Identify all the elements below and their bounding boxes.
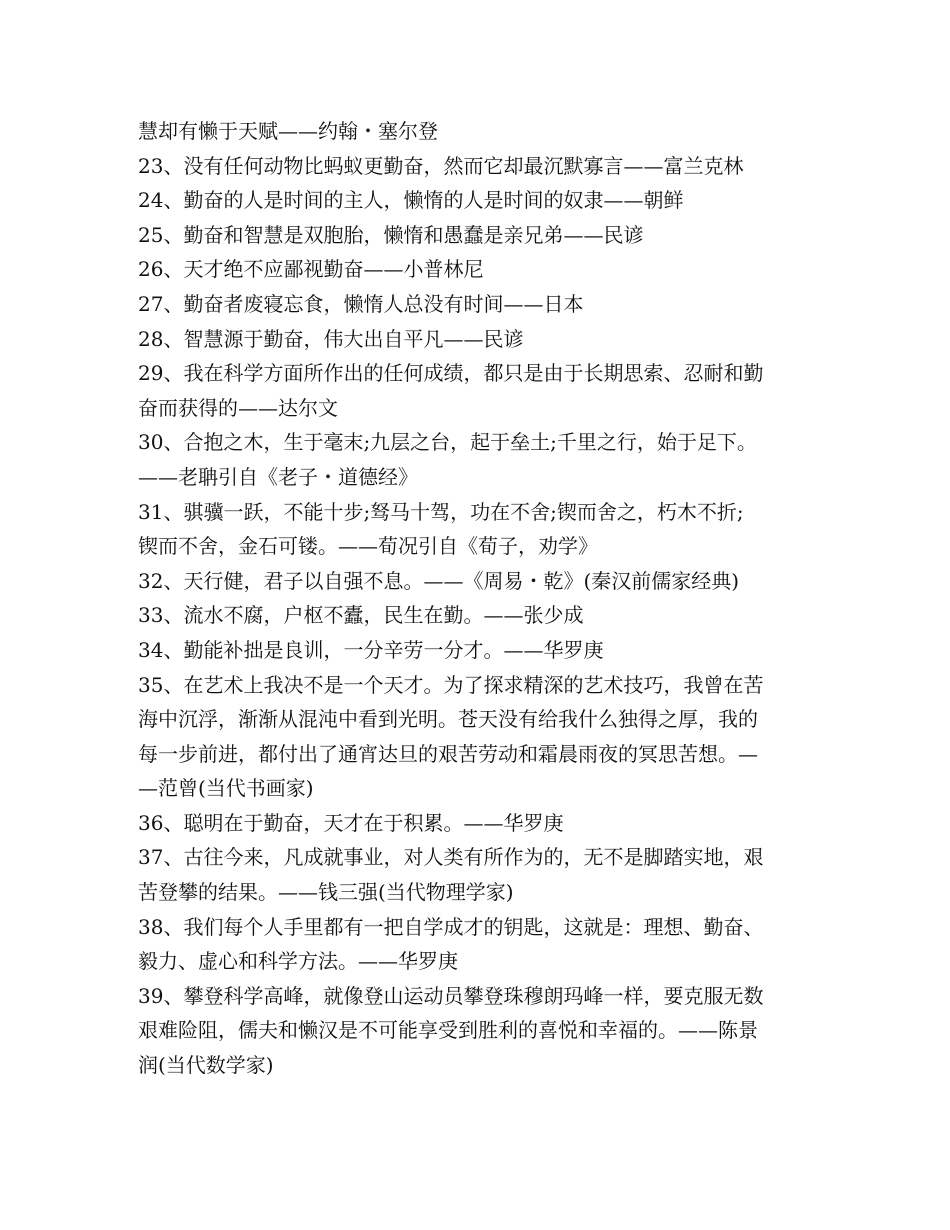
text-line: 32、天行健，君子以自强不息。——《周易・乾》(秦汉前儒家经典) bbox=[138, 568, 740, 593]
text-line: 36、聪明在于勤奋，天才在于积累。——华罗庚 bbox=[138, 810, 564, 835]
text-line: 艰难险阻，儒夫和懒汉是不可能享受到胜利的喜悦和幸福的。——陈景 bbox=[138, 1018, 758, 1043]
text-line: 慧却有懒于天赋——约翰・塞尔登 bbox=[138, 119, 438, 143]
text-line: 26、天才绝不应鄙视勤奋——小普林尼 bbox=[138, 257, 484, 282]
text-line: 34、勤能补拙是良训，一分辛劳一分才。——华罗庚 bbox=[138, 637, 604, 662]
text-line: 苦登攀的结果。——钱三强(当代物理学家) bbox=[138, 880, 514, 905]
text-line: 24、勤奋的人是时间的主人，懒惰的人是时间的奴隶——朝鲜 bbox=[138, 188, 684, 213]
text-line: 27、勤奋者废寝忘食，懒惰人总没有时间——日本 bbox=[138, 291, 584, 316]
text-line: 锲而不舍，金石可镂。——荀况引自《荀子，劝学》 bbox=[138, 534, 598, 559]
text-line: 28、智慧源于勤奋，伟大出自平凡——民谚 bbox=[138, 326, 524, 351]
text-line: 海中沉浮，渐渐从混沌中看到光明。苍天没有给我什么独得之厚，我的 bbox=[138, 707, 758, 732]
text-line: 23、没有任何动物比蚂蚁更勤奋，然而它却最沉默寡言——富兰克林 bbox=[138, 153, 744, 178]
text-line: 毅力、虚心和科学方法。——华罗庚 bbox=[138, 949, 458, 974]
document-body bbox=[138, 114, 828, 1083]
text-line: 润(当代数学家) bbox=[138, 1053, 274, 1078]
text-line: 33、流水不腐，户枢不蠹，民生在勤。——张少成 bbox=[138, 603, 584, 628]
text-line: 奋而获得的——达尔文 bbox=[138, 395, 338, 420]
text-line: 38、我们每个人手里都有一把自学成才的钥匙，这就是：理想、勤奋、 bbox=[138, 914, 764, 939]
text-line: 29、我在科学方面所作出的任何成绩，都只是由于长期思索、忍耐和勤 bbox=[138, 361, 764, 386]
text-line: 35、在艺术上我决不是一个天才。为了探求精深的艺术技巧，我曾在苦 bbox=[138, 672, 764, 697]
text-line: —范曾(当代书画家) bbox=[138, 776, 314, 801]
text-line: 39、攀登科学高峰，就像登山运动员攀登珠穆朗玛峰一样，要克服无数 bbox=[138, 983, 764, 1008]
text-line: 每一步前进，都付出了通宵达旦的艰苦劳动和霜晨雨夜的冥思苦想。— bbox=[138, 741, 758, 766]
text-line: ——老聃引自《老子・道德经》 bbox=[138, 464, 418, 489]
text-line: 31、骐骥一跃，不能十步;驽马十驾，功在不舍;锲而舍之，朽木不折; bbox=[138, 499, 744, 524]
text-line: 25、勤奋和智慧是双胞胎，懒惰和愚蠢是亲兄弟——民谚 bbox=[138, 222, 644, 247]
text-line: 30、合抱之木，生于毫末;九层之台，起于垒土;千里之行，始于足下。 bbox=[138, 430, 757, 455]
text-line: 37、古往今来，凡成就事业，对人类有所作为的，无不是脚踏实地，艰 bbox=[138, 845, 764, 870]
